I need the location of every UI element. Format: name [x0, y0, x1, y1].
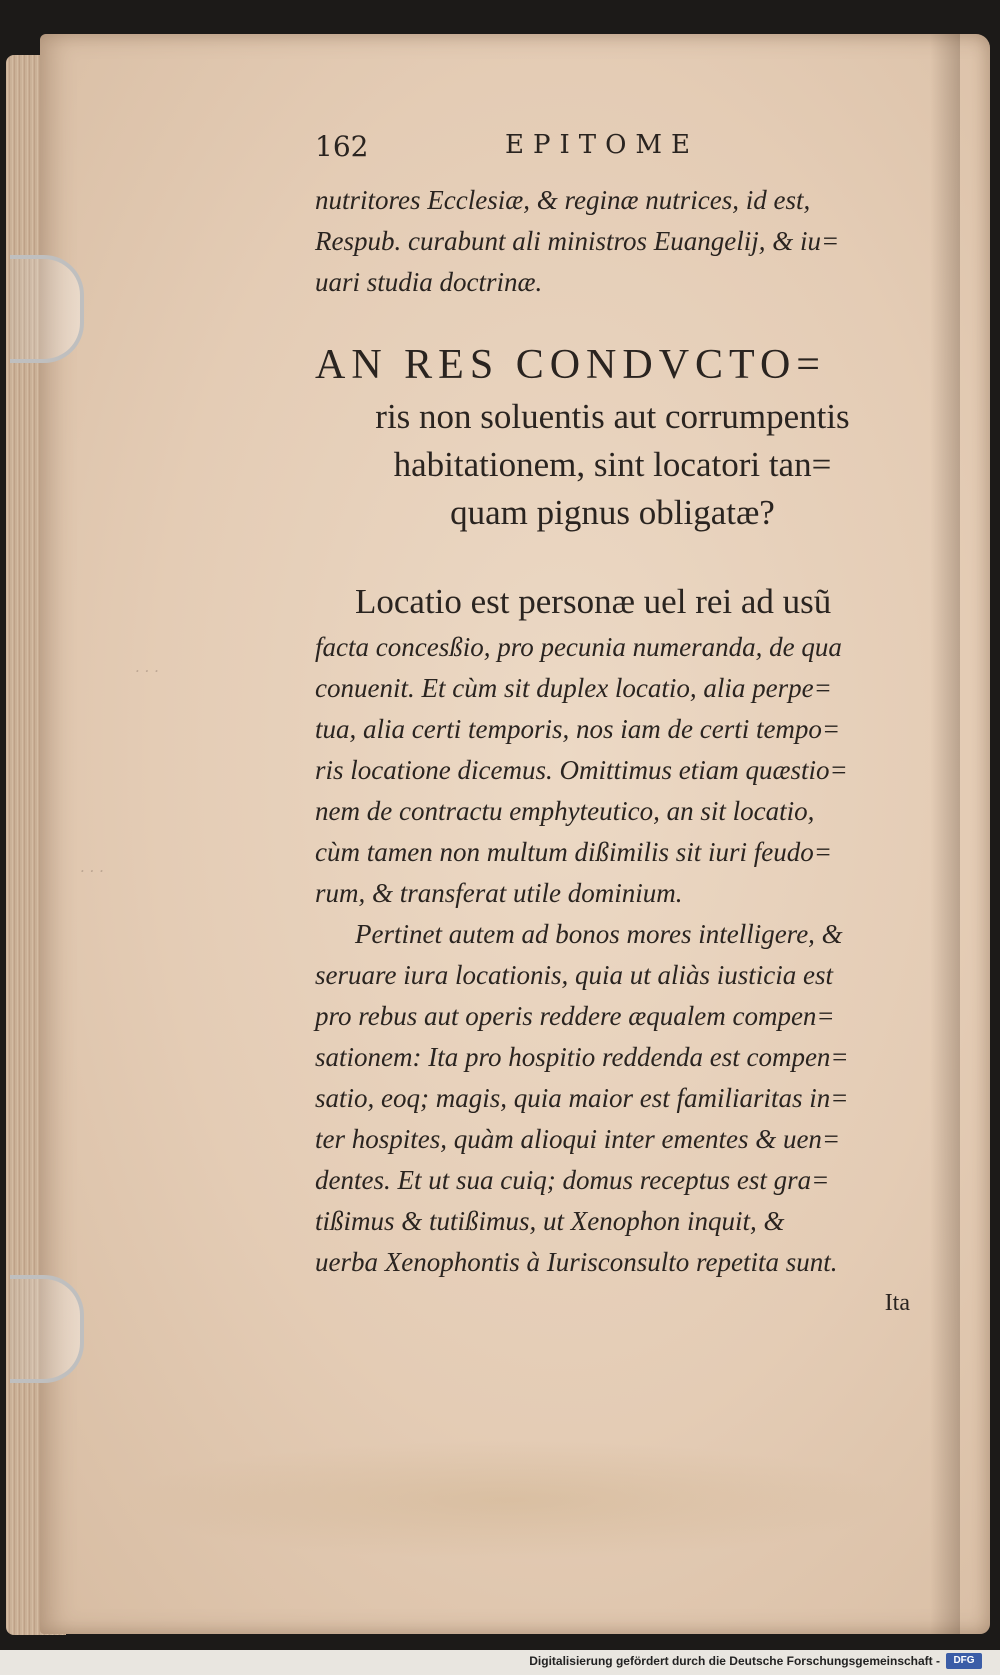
text-line: ter hospites, quàm alioqui inter ementes & uen=	[315, 1124, 841, 1154]
text-line: Respub. curabunt ali ministros Euangelij, & iu=	[315, 226, 840, 256]
heading-line: AN RES CONDVCTO=	[315, 342, 826, 388]
footer-bar	[0, 1650, 1000, 1675]
heading-line: quam pignus obligatæ?	[450, 493, 775, 532]
page-clip-bottom	[10, 1275, 84, 1383]
text-line: tua, alia certi temporis, nos iam de certi tempo=	[315, 714, 841, 744]
text-line: tißimus & tutißimus, ut Xenophon inquit, &	[315, 1206, 785, 1236]
text-line: facta concesßio, pro pecunia numeranda, de qua	[315, 632, 842, 662]
text-line: cùm tamen non multum dißimilis sit iuri feudo=	[315, 837, 832, 867]
text-line: sationem: Ita pro hospitio reddenda est compen=	[315, 1042, 849, 1072]
page-clip-top	[10, 255, 84, 363]
text-line: seruare iura locationis, quia ut aliàs iusticia est	[315, 960, 833, 990]
page-header	[315, 130, 910, 180]
paragraph-2	[315, 914, 910, 1283]
text-block	[315, 130, 910, 1323]
running-head: EPITOME	[505, 130, 700, 160]
text-line: nem de contractu emphyteutico, an sit locatio,	[315, 796, 815, 826]
footer-credit: Digitalisierung gefördert durch die Deutsche Forschungsgemeinschaft -	[529, 1654, 940, 1668]
text-line: ris locatione dicemus. Omittimus etiam quæstio=	[315, 755, 848, 785]
page-number: 162	[315, 130, 369, 163]
bleed-through-text: · · ·	[80, 862, 104, 880]
text-line: conuenit. Et cùm sit duplex locatio, alia perpe=	[315, 673, 832, 703]
paragraph-1	[315, 577, 910, 914]
text-line: pro rebus aut operis reddere æqualem compen=	[315, 1001, 835, 1031]
text-line: uerba Xenophontis à Iurisconsulto repetita sunt.	[315, 1247, 838, 1277]
text-line: Pertinet autem ad bonos mores intelligere, &	[355, 919, 843, 949]
text-line: nutritores Ecclesiæ, & reginæ nutrices, id est,	[315, 185, 811, 215]
dfg-logo: DFG	[946, 1653, 982, 1669]
text-line: satio, eoq; magis, quia maior est familiaritas in=	[315, 1083, 849, 1113]
paragraph-lead-line: Locatio est personæ uel rei ad usũ	[355, 582, 832, 621]
text-line: rum, & transferat utile dominium.	[315, 878, 683, 908]
continued-text	[315, 180, 910, 303]
catchword: Ita	[884, 1290, 910, 1316]
text-line: dentes. Et ut sua cuiq; domus receptus est gra=	[315, 1165, 830, 1195]
page-stain	[120, 1440, 900, 1560]
gutter-shadow	[930, 34, 960, 1634]
heading-line: habitationem, sint locatori tan=	[393, 445, 832, 484]
bleed-through-text: · · ·	[135, 662, 159, 680]
text-line: uari studia doctrinæ.	[315, 267, 543, 297]
section-heading	[315, 337, 910, 537]
heading-line: ris non soluentis aut corrumpentis	[375, 397, 850, 436]
